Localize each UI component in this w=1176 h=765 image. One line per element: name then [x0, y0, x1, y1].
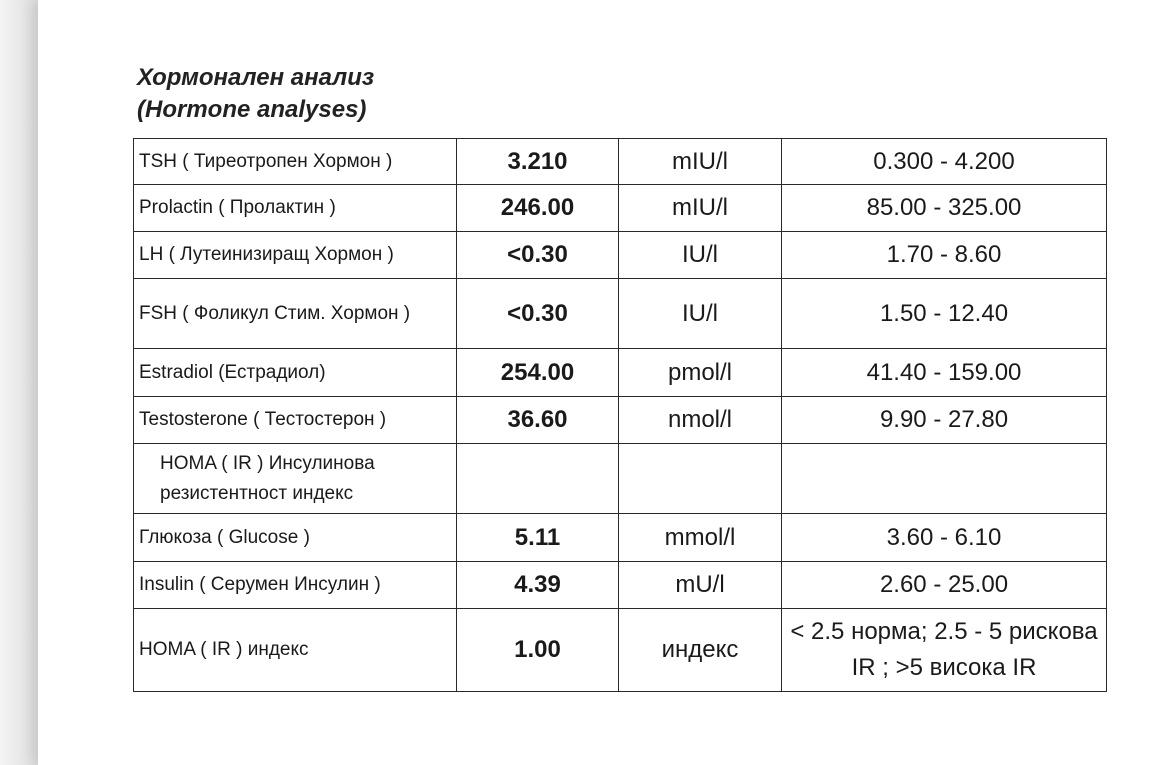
test-name: HOMA ( IR ) Инсулинова резистентност индекс — [134, 444, 457, 514]
table-row — [134, 562, 1107, 609]
result-unit: mU/l — [619, 562, 782, 609]
reference-range: 1.50 - 12.40 — [782, 279, 1107, 349]
test-name: Estradiol (Естрадиол) — [134, 349, 457, 397]
page-shadow-edge — [0, 0, 38, 765]
result-unit: mIU/l — [619, 139, 782, 185]
test-name: TSH ( Тиреотропен Хормон ) — [134, 139, 457, 185]
reference-range: < 2.5 норма; 2.5 - 5 рискова IR ; >5 висока IR — [782, 609, 1107, 692]
result-value: <0.30 — [457, 232, 619, 279]
table-row — [134, 279, 1107, 349]
table-row — [134, 397, 1107, 444]
test-name: Insulin ( Серумен Инсулин ) — [134, 562, 457, 609]
result-value: 3.210 — [457, 139, 619, 185]
result-unit: IU/l — [619, 279, 782, 349]
test-name: LH ( Лутеинизиращ Хормон ) — [134, 232, 457, 279]
table-row — [134, 139, 1107, 185]
test-name: Testosterone ( Тестостерон ) — [134, 397, 457, 444]
section-title-en: (Hormone analyses) — [137, 96, 367, 123]
result-value: <0.30 — [457, 279, 619, 349]
result-value: 246.00 — [457, 185, 619, 232]
test-name: Глюкоза ( Glucose ) — [134, 514, 457, 562]
hormone-results-table — [133, 138, 1107, 692]
table-row — [134, 232, 1107, 279]
result-value: 4.39 — [457, 562, 619, 609]
reference-range: 0.300 - 4.200 — [782, 139, 1107, 185]
table-row — [134, 514, 1107, 562]
result-value: 254.00 — [457, 349, 619, 397]
reference-range: 1.70 - 8.60 — [782, 232, 1107, 279]
test-name: FSH ( Фоликул Стим. Хормон ) — [134, 279, 457, 349]
table-row — [134, 349, 1107, 397]
reference-range: 2.60 - 25.00 — [782, 562, 1107, 609]
result-unit: mmol/l — [619, 514, 782, 562]
section-title — [137, 62, 374, 126]
reference-range: 41.40 - 159.00 — [782, 349, 1107, 397]
test-name: Prolactin ( Пролактин ) — [134, 185, 457, 232]
result-unit — [619, 444, 782, 514]
result-value: 5.11 — [457, 514, 619, 562]
reference-range: 3.60 - 6.10 — [782, 514, 1107, 562]
result-value — [457, 444, 619, 514]
result-unit: IU/l — [619, 232, 782, 279]
result-value: 1.00 — [457, 609, 619, 692]
table-row — [134, 609, 1107, 692]
result-value: 36.60 — [457, 397, 619, 444]
reference-range — [782, 444, 1107, 514]
result-unit: индекс — [619, 609, 782, 692]
table-row — [134, 185, 1107, 232]
table-row — [134, 444, 1107, 514]
reference-range: 9.90 - 27.80 — [782, 397, 1107, 444]
test-name: HOMA ( IR ) индекс — [134, 609, 457, 692]
reference-range: 85.00 - 325.00 — [782, 185, 1107, 232]
result-unit: nmol/l — [619, 397, 782, 444]
result-unit: mIU/l — [619, 185, 782, 232]
result-unit: pmol/l — [619, 349, 782, 397]
section-title-bg: Хормонален анализ — [137, 64, 375, 91]
